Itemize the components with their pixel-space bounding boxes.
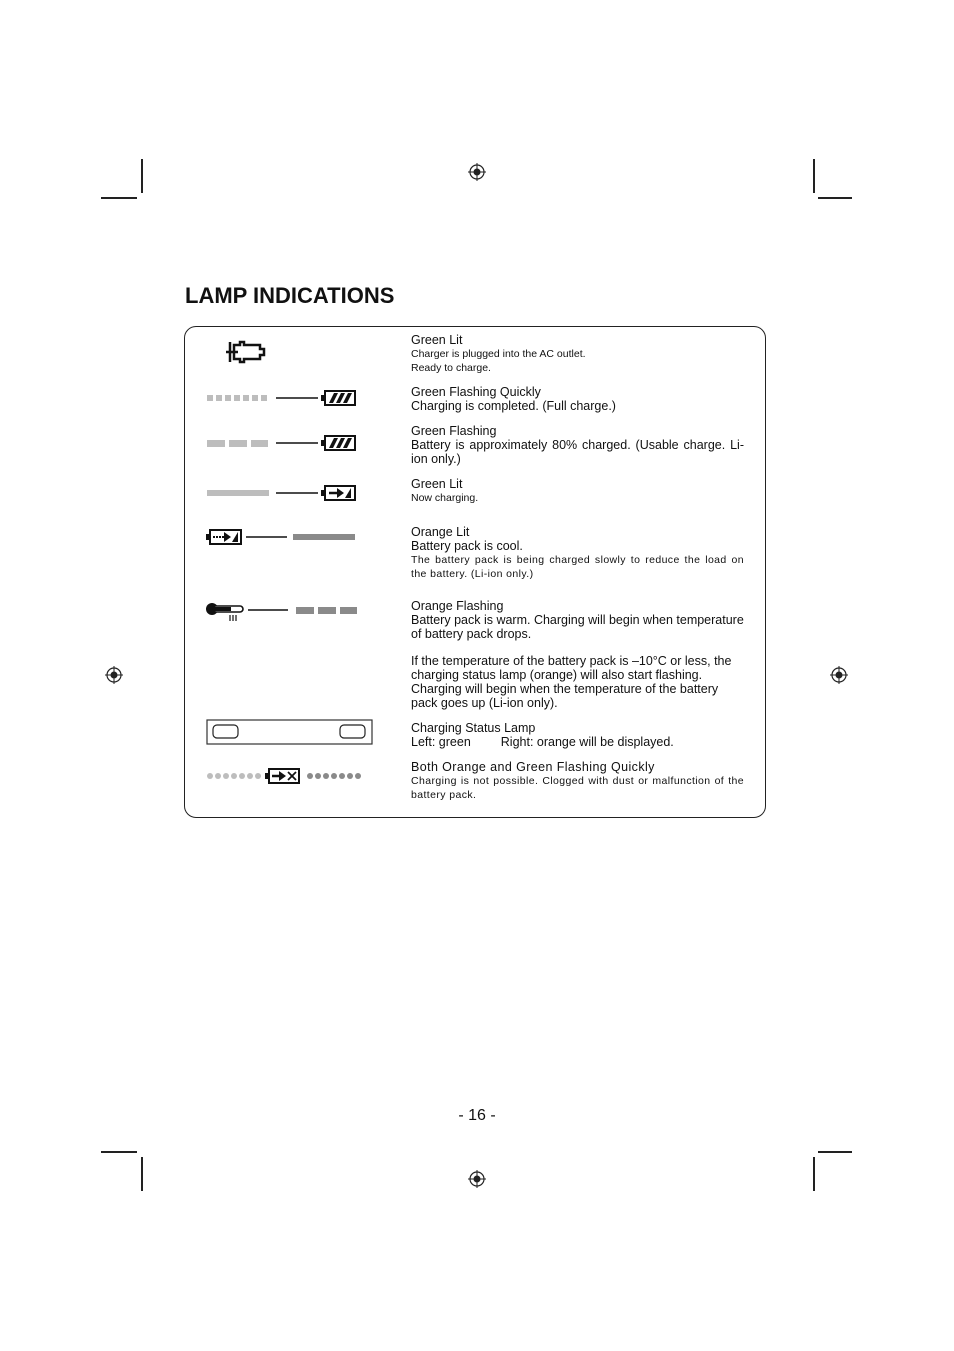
row-detail: Charging is completed. (Full charge.) bbox=[411, 399, 616, 413]
lamp-flashing-quickly-orange-icon bbox=[305, 768, 365, 784]
crop-mark bbox=[141, 1157, 143, 1191]
row-detail: Now charging. bbox=[411, 492, 479, 504]
row-green-flashing-quickly bbox=[411, 385, 744, 413]
battery-slow-charging-icon bbox=[205, 528, 245, 546]
battery-error-icon bbox=[264, 767, 302, 785]
row-heading: Orange Flashing bbox=[411, 599, 504, 613]
lamp-flashing-orange-icon bbox=[247, 601, 359, 619]
row-extra-note: If the temperature of the battery pack is –10°C or less, the charging status lamp (orange) will also start flashing. Charging will begin when the temperature of the battery pack goes up (Li-ion only). bbox=[411, 654, 732, 710]
lamp-left-label: Left: green bbox=[411, 735, 471, 749]
thermometer-icon bbox=[205, 600, 247, 622]
lamp-right-label: Right: orange will be displayed. bbox=[500, 735, 674, 749]
crop-mark bbox=[813, 1157, 815, 1191]
row-heading: Both Orange and Green Flashing Quickly bbox=[411, 760, 655, 774]
row-detail: Battery pack is cool. bbox=[411, 539, 523, 553]
row-green-lit-ready bbox=[411, 333, 744, 375]
row-detail: Charger is plugged into the AC outlet. bbox=[411, 348, 586, 360]
row-heading: Green Flashing Quickly bbox=[411, 385, 541, 399]
row-detail: Battery pack is warm. Charging will begin when temperature of battery pack drops. bbox=[411, 613, 744, 641]
row-heading: Green Lit bbox=[411, 477, 463, 491]
row-both-flashing bbox=[411, 760, 744, 802]
crop-mark bbox=[818, 1151, 852, 1153]
row-detail bbox=[411, 735, 744, 749]
crop-mark bbox=[813, 159, 815, 193]
crop-mark bbox=[101, 1151, 137, 1153]
battery-full-icon bbox=[320, 434, 358, 452]
lamp-lit-orange-icon bbox=[245, 528, 357, 546]
row-green-lit-charging bbox=[411, 477, 744, 505]
battery-charging-icon bbox=[320, 484, 358, 502]
row-heading: Orange Lit bbox=[411, 525, 470, 539]
crop-mark bbox=[101, 197, 137, 199]
row-heading: Green Flashing bbox=[411, 424, 497, 438]
row-green-flashing bbox=[411, 424, 744, 466]
row-heading: Green Lit bbox=[411, 333, 463, 347]
row-detail: Ready to charge. bbox=[411, 362, 491, 374]
row-charging-status-lamp bbox=[411, 721, 744, 749]
page-title: LAMP INDICATIONS bbox=[185, 283, 395, 308]
row-orange-flashing bbox=[411, 599, 744, 710]
row-orange-lit bbox=[411, 525, 744, 581]
crop-mark bbox=[818, 197, 852, 199]
crop-mark bbox=[141, 159, 143, 193]
registration-mark-icon bbox=[468, 1170, 486, 1188]
row-heading: Charging Status Lamp bbox=[411, 721, 536, 735]
registration-mark-icon bbox=[105, 666, 123, 684]
row-detail: Battery is approximately 80% charged. (Usable charge. Li-ion only.) bbox=[411, 438, 744, 466]
battery-full-icon bbox=[320, 389, 358, 407]
lamp-flashing-quickly-icon bbox=[206, 768, 266, 784]
row-detail: Charging is not possible. Clogged with dust or malfunction of the battery pack. bbox=[411, 775, 744, 801]
plug-icon bbox=[226, 338, 268, 366]
status-lamp-icon bbox=[206, 719, 374, 746]
registration-mark-icon bbox=[830, 666, 848, 684]
registration-mark-icon bbox=[468, 163, 486, 181]
row-detail: The battery pack is being charged slowly to reduce the load on the battery. (Li-ion only.) bbox=[411, 554, 744, 580]
page-number: - 16 - bbox=[458, 1107, 496, 1124]
